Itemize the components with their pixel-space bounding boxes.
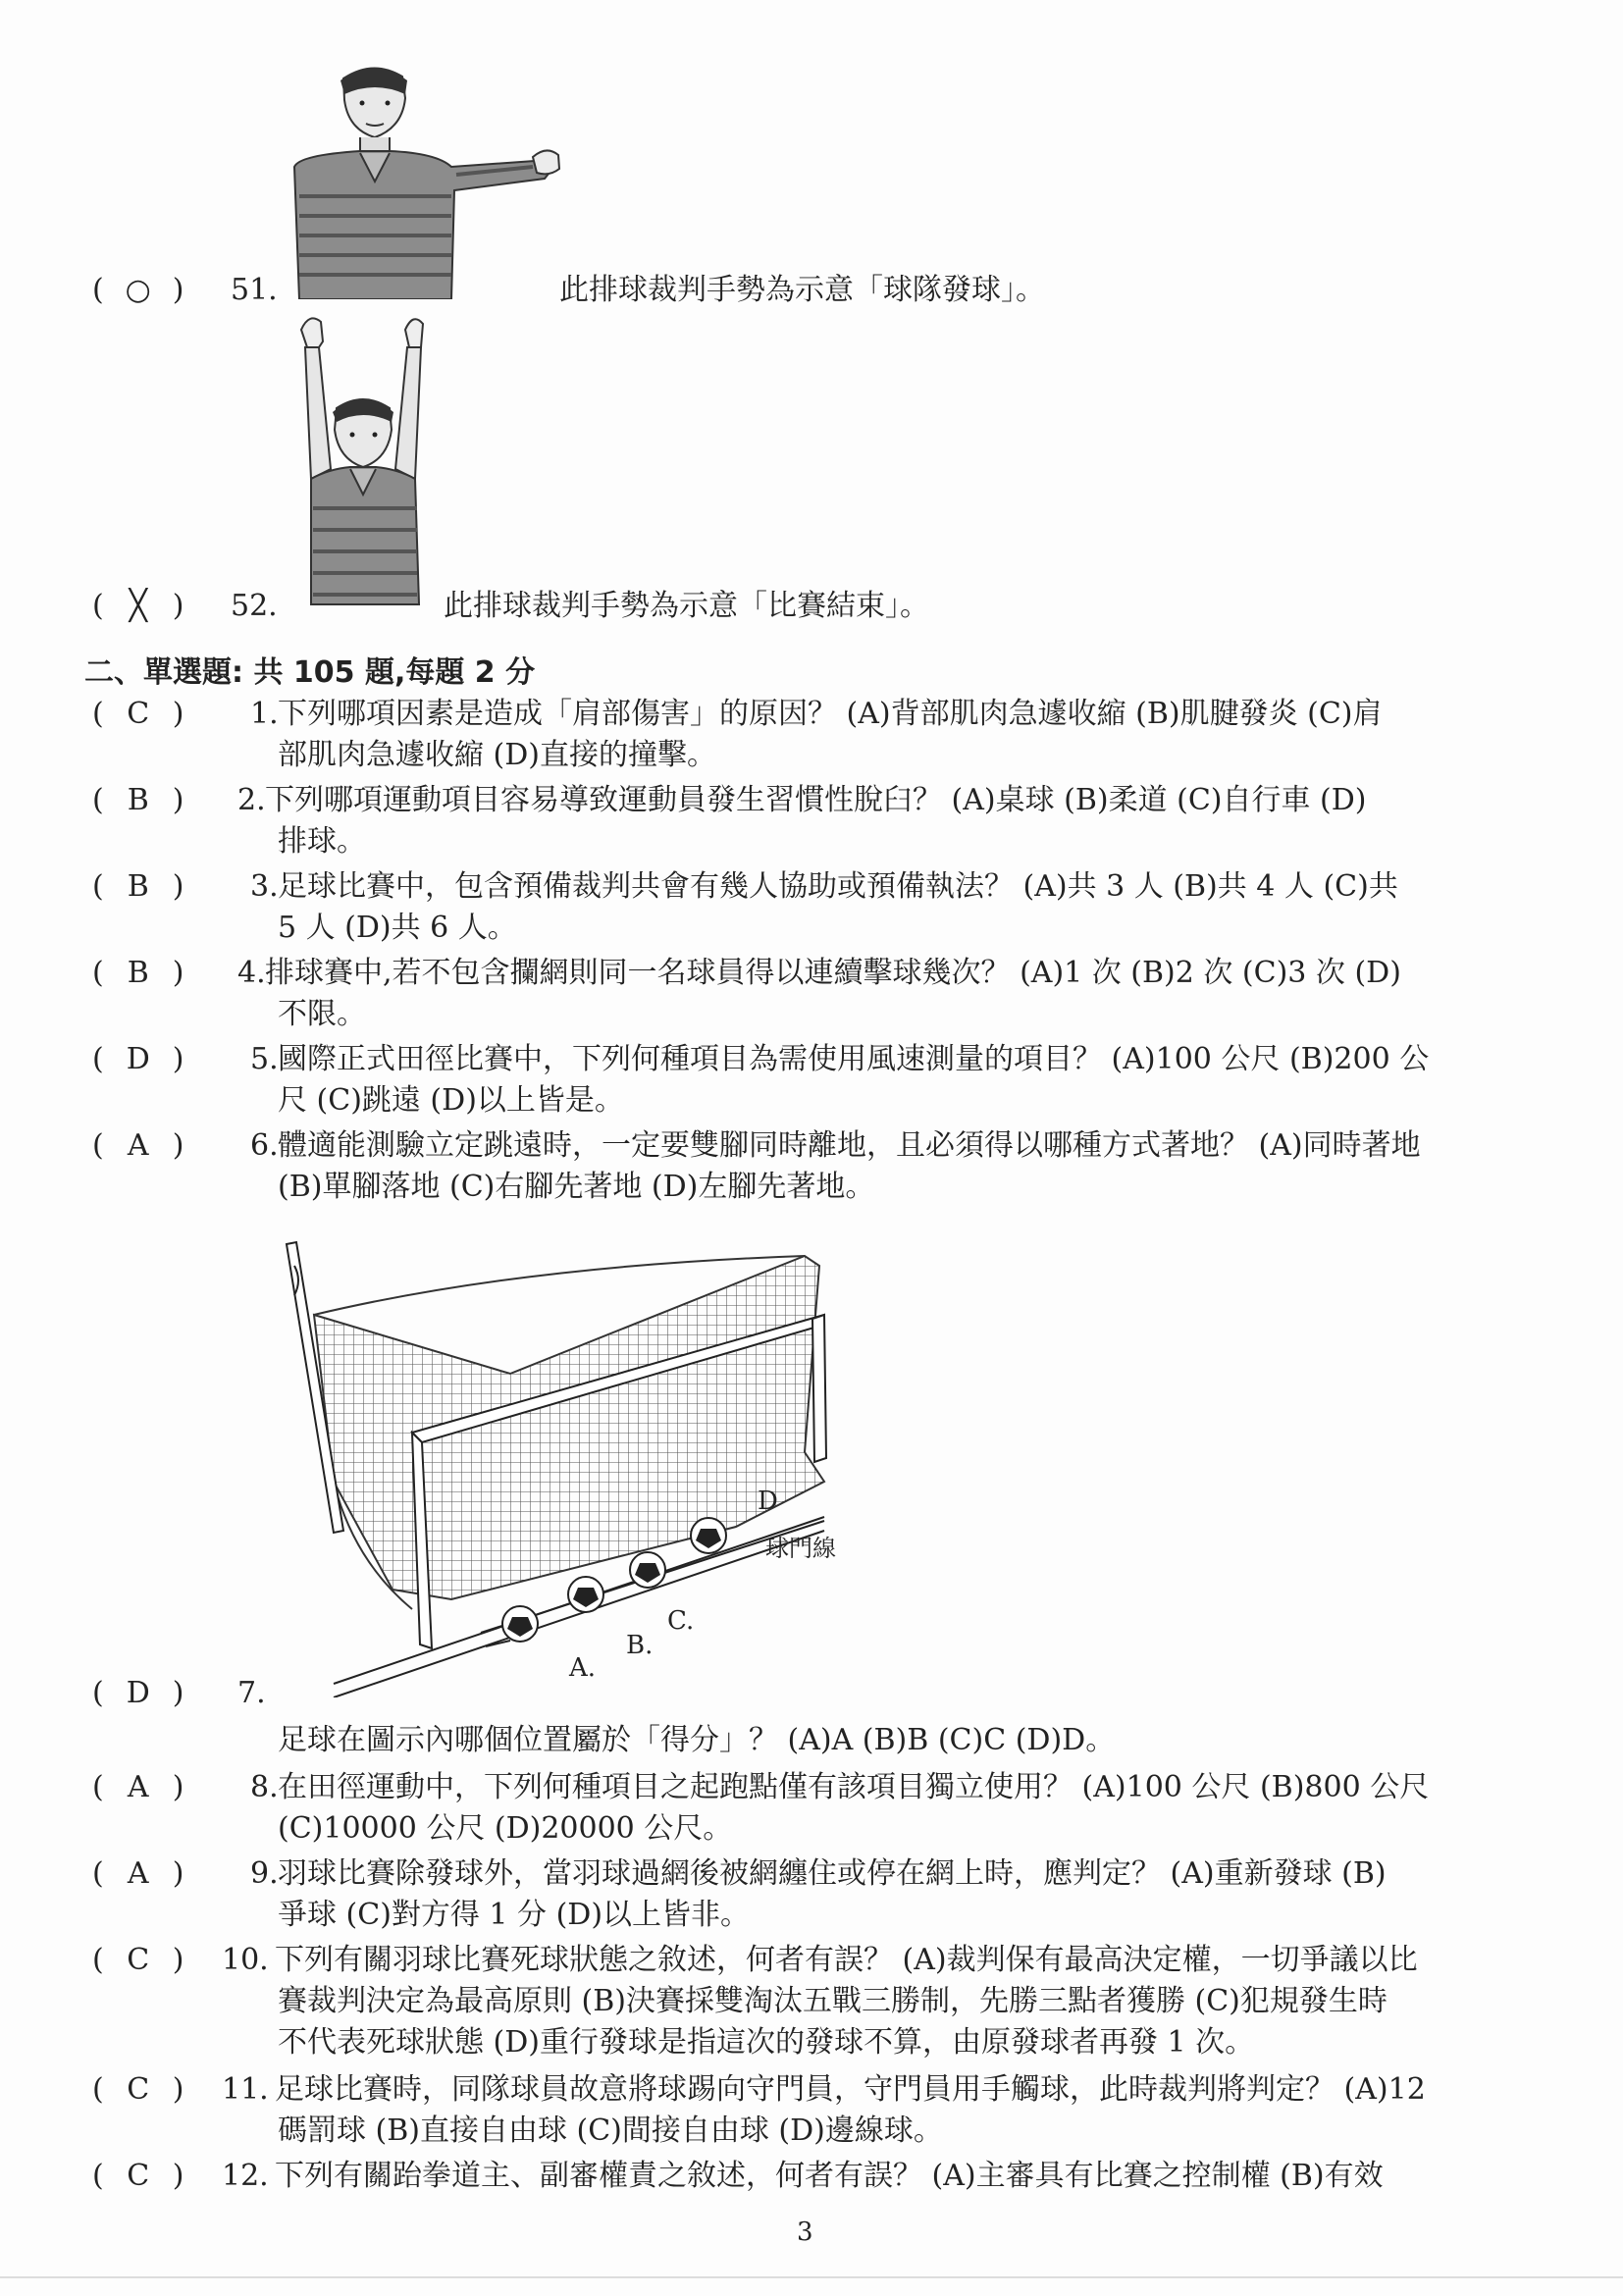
question-answer xyxy=(92,1768,183,1807)
paren-left: ( xyxy=(92,1856,104,1891)
question-text-line: 足球在圖示內哪個位置屬於「得分」？ (A)A (B)B (C)C (D)D。 xyxy=(278,1723,1116,1757)
paren-left: ( xyxy=(92,2159,104,2193)
answer-letter: D xyxy=(126,1676,150,1710)
paren-left: ( xyxy=(92,1943,104,1977)
paren-left: ( xyxy=(92,1128,104,1163)
answer-letter: A xyxy=(127,1128,149,1163)
tf-item-51-text: 此排球裁判手勢為示意「球隊發球」。 xyxy=(559,273,1045,307)
paren-left: ( xyxy=(92,273,104,307)
paren-left: ( xyxy=(92,2072,104,2107)
question-answer xyxy=(92,1674,183,1713)
tf-item-52-text: 此排球裁判手勢為示意「比賽結束」。 xyxy=(444,589,929,623)
question-answer xyxy=(92,2157,183,2196)
answer-mark: ╳ xyxy=(129,589,147,623)
paren-right: ) xyxy=(172,2159,184,2193)
question-number: 7. xyxy=(237,1676,266,1710)
referee-figure-51 xyxy=(294,68,559,299)
question-number: 6. xyxy=(250,1128,279,1163)
soccer-ball-d xyxy=(691,1518,726,1553)
soccer-ball-a xyxy=(502,1606,538,1642)
tf-item-52-answer xyxy=(92,587,183,626)
question-text-line: 體適能測驗立定跳遠時，一定要雙腳同時離地，且必須得以哪種方式著地？ (A)同時著地 xyxy=(278,1128,1421,1163)
question-answer xyxy=(92,781,183,820)
question-number: 1. xyxy=(250,697,279,731)
answer-mark: ○ xyxy=(125,273,151,307)
question-answer xyxy=(92,1941,183,1980)
paren-left: ( xyxy=(92,783,104,817)
question-number: 8. xyxy=(250,1770,279,1804)
question-answer xyxy=(92,2070,183,2110)
question-text-line: 碼罰球 (B)直接自由球 (C)間接自由球 (D)邊線球。 xyxy=(278,2113,943,2148)
question-answer xyxy=(92,1040,183,1079)
page-number: 3 xyxy=(797,2218,813,2247)
paren-right: ) xyxy=(172,1856,184,1891)
answer-letter: D xyxy=(126,1042,150,1076)
paren-right: ) xyxy=(172,1128,184,1163)
question-text-line: 排球賽中,若不包含攔網則同一名球員得以連續擊球幾次？ (A)1 次 (B)2 次 (C)3 次 (D) xyxy=(265,956,1401,990)
tf-item-51-number: 51. xyxy=(231,273,278,307)
paren-left: ( xyxy=(92,697,104,731)
referee-serve-gesture-figure xyxy=(280,59,564,299)
question-answer xyxy=(92,1126,183,1166)
question-number: 10. xyxy=(222,1943,269,1977)
question-text-line: (B)單腳落地 (C)右腳先著地 (D)左腳先著地。 xyxy=(278,1170,875,1204)
label-b: B. xyxy=(626,1631,654,1660)
question-number: 4. xyxy=(237,956,266,990)
question-number: 2. xyxy=(237,783,266,817)
label-goal-line: 球門線 xyxy=(765,1535,836,1562)
paren-left: ( xyxy=(92,869,104,904)
label-a: A. xyxy=(569,1653,597,1683)
question-answer xyxy=(92,695,183,734)
question-text-line: 在田徑運動中，下列何種項目之起跑點僅有該項目獨立使用？ (A)100 公尺 (B)800 公尺 xyxy=(278,1770,1430,1804)
answer-letter: B xyxy=(127,783,149,817)
question-text-line: 不代表死球狀態 (D)重行發球是指這次的發球不算，由原發球者再發 1 次。 xyxy=(278,2025,1255,2060)
question-text-line: 賽裁判決定為最高原則 (B)決賽採雙淘汰五戰三勝制，先勝三點者獲勝 (C)犯規發生時 xyxy=(278,1984,1387,2018)
paren-left: ( xyxy=(92,1676,104,1710)
answer-letter: B xyxy=(127,956,149,990)
paren-left: ( xyxy=(92,956,104,990)
paren-left: ( xyxy=(92,1042,104,1076)
question-text-line: 尺 (C)跳遠 (D)以上皆是。 xyxy=(278,1083,624,1118)
label-d: D xyxy=(758,1487,778,1516)
soccer-ball-c xyxy=(630,1552,665,1588)
answer-letter: B xyxy=(127,869,149,904)
answer-letter: A xyxy=(127,1770,149,1804)
soccer-ball-b xyxy=(568,1577,603,1612)
question-text-line: (C)10000 公尺 (D)20000 公尺。 xyxy=(278,1811,733,1846)
question-text-line: 足球比賽中，包含預備裁判共會有幾人協助或預備執法？ (A)共 3 人 (B)共 4 人 (C)共 xyxy=(278,869,1398,904)
question-text-line: 5 人 (D)共 6 人。 xyxy=(278,911,517,945)
paren-right: ) xyxy=(172,273,184,307)
tf-item-52-number: 52. xyxy=(231,589,278,623)
paren-right: ) xyxy=(172,1676,184,1710)
question-text-line: 排球。 xyxy=(278,824,366,859)
section-title: 二、單選題: 共 105 題,每題 2 分 xyxy=(84,655,536,690)
page-bottom-rule xyxy=(0,2276,1623,2278)
question-answer xyxy=(92,1854,183,1894)
question-text-line: 下列哪項因素是造成「肩部傷害」的原因？ (A)背部肌肉急遽收縮 (B)肌腱發炎 (C)肩 xyxy=(278,697,1383,731)
question-text-line: 羽球比賽除發球外，當羽球過網後被網纏住或停在網上時，應判定？ (A)重新發球 (B) xyxy=(278,1856,1387,1891)
question-number: 9. xyxy=(250,1856,279,1891)
referee-match-end-gesture-figure xyxy=(289,312,437,606)
question-text-line: 下列有關跆拳道主、副審權責之敘述，何者有誤？ (A)主審具有比賽之控制權 (B)有效 xyxy=(275,2159,1384,2193)
paren-right: ) xyxy=(172,697,184,731)
paren-right: ) xyxy=(172,1943,184,1977)
paren-right: ) xyxy=(172,869,184,904)
question-text-line: 下列哪項運動項目容易導致運動員發生習慣性脫臼？ (A)桌球 (B)柔道 (C)自行車 (D) xyxy=(265,783,1367,817)
answer-letter: A xyxy=(127,1856,149,1891)
question-text-line: 足球比賽時，同隊球員故意將球踢向守門員，守門員用手觸球，此時裁判將判定？ (A)12 xyxy=(275,2072,1426,2107)
answer-letter: C xyxy=(127,1943,150,1977)
paren-right: ) xyxy=(172,589,184,623)
question-answer xyxy=(92,954,183,993)
question-answer xyxy=(92,867,183,907)
answer-letter: C xyxy=(127,697,150,731)
question-number: 5. xyxy=(250,1042,279,1076)
question-text-line: 不限。 xyxy=(278,997,366,1031)
answer-letter: C xyxy=(127,2159,150,2193)
paren-right: ) xyxy=(172,783,184,817)
question-text-line: 爭球 (C)對方得 1 分 (D)以上皆非。 xyxy=(278,1898,751,1932)
question-text-line: 部肌肉急遽收縮 (D)直接的撞擊。 xyxy=(278,738,716,772)
paren-right: ) xyxy=(172,956,184,990)
question-number: 11. xyxy=(222,2072,269,2107)
paren-right: ) xyxy=(172,2072,184,2107)
paren-left: ( xyxy=(92,1770,104,1804)
referee-figure-52 xyxy=(301,318,423,604)
question-number: 12. xyxy=(222,2159,269,2193)
soccer-goal-figure xyxy=(275,1236,844,1697)
tf-item-51-answer xyxy=(92,271,183,310)
paren-right: ) xyxy=(172,1042,184,1076)
paren-right: ) xyxy=(172,1770,184,1804)
question-number: 3. xyxy=(250,869,279,904)
answer-letter: C xyxy=(127,2072,150,2107)
label-c: C. xyxy=(667,1606,695,1636)
paren-left: ( xyxy=(92,589,104,623)
question-text-line: 國際正式田徑比賽中，下列何種項目為需使用風速測量的項目？ (A)100 公尺 (B)200 公 xyxy=(278,1042,1430,1076)
question-text-line: 下列有關羽球比賽死球狀態之敘述，何者有誤？ (A)裁判保有最高決定權，一切爭議以比 xyxy=(275,1943,1418,1977)
